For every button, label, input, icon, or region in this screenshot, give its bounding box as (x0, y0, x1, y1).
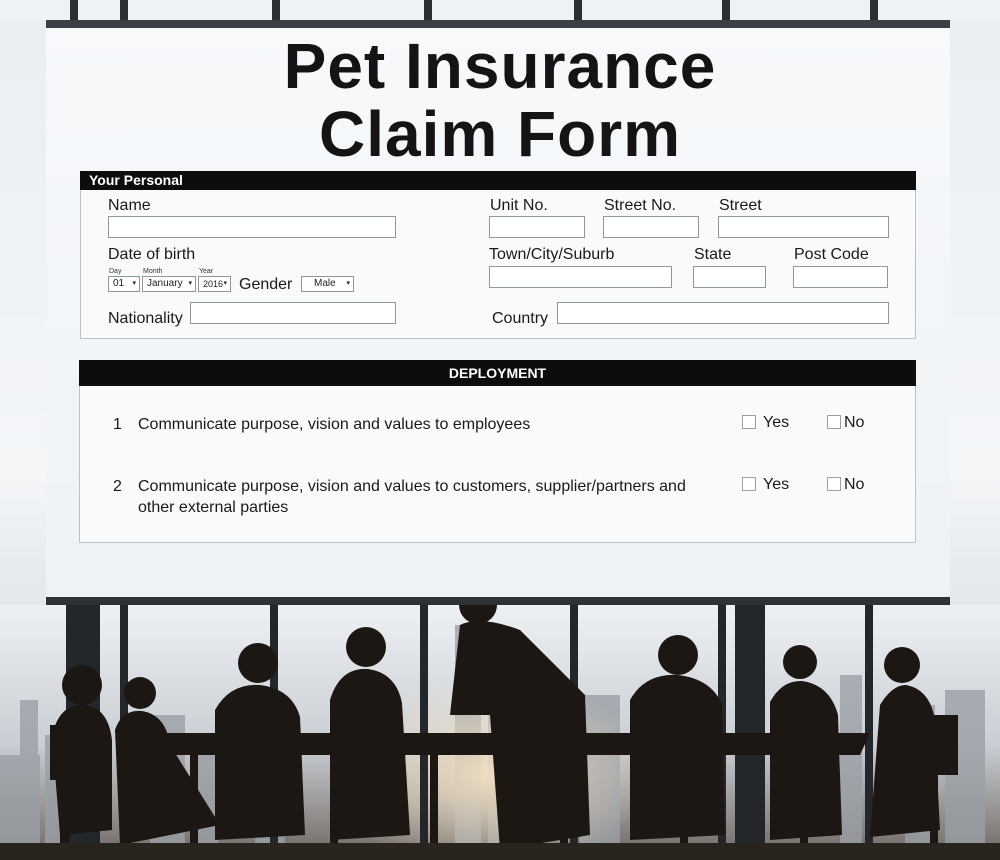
year-value: 2016 (203, 279, 224, 289)
street-field[interactable] (718, 216, 889, 238)
no-checkbox[interactable] (827, 477, 841, 491)
country-label: Country (492, 310, 549, 327)
meeting-silhouette-image (0, 605, 1000, 860)
personal-section-header: Your Personal (80, 171, 916, 190)
deployment-header: DEPLOYMENT (79, 360, 916, 386)
day-label: Day (109, 268, 122, 275)
question-text: Communicate purpose, vision and values to employees (138, 416, 531, 433)
street-no-label: Street No. (604, 197, 677, 214)
window-mullion (424, 0, 432, 20)
name-label: Name (108, 197, 151, 214)
name-field[interactable] (108, 216, 396, 238)
nationality-label: Nationality (108, 310, 183, 327)
street-label: Street (719, 197, 762, 214)
chevron-down-icon: ▾ (346, 280, 350, 287)
chevron-down-icon: ▾ (223, 280, 227, 287)
yes-checkbox[interactable] (742, 415, 756, 429)
form-title-line2: Claim Form (318, 98, 682, 170)
state-label: State (694, 246, 732, 263)
question-number: 1 (113, 416, 122, 433)
question-number: 2 (113, 478, 122, 495)
form-title-line1: Pet Insurance (283, 30, 717, 102)
unit-no-field[interactable] (489, 216, 585, 238)
dob-label: Date of birth (108, 246, 196, 263)
window-mullion (574, 0, 582, 20)
country-field[interactable] (557, 302, 889, 324)
gender-value: Male (314, 278, 336, 289)
chevron-down-icon: ▾ (132, 280, 136, 287)
year-label: Year (199, 268, 214, 275)
window-mullion (722, 0, 730, 20)
unit-no-label: Unit No. (490, 197, 548, 214)
month-select[interactable] (142, 276, 196, 292)
month-label: Month (143, 268, 163, 275)
day-value: 01 (113, 278, 125, 289)
no-checkbox[interactable] (827, 415, 841, 429)
postcode-label: Post Code (794, 246, 869, 263)
no-label: No (844, 476, 865, 493)
window-mullion (70, 0, 78, 20)
street-no-field[interactable] (603, 216, 699, 238)
window-mullion (870, 0, 878, 20)
state-field[interactable] (693, 266, 766, 288)
window-top-strip (0, 0, 1000, 20)
nationality-field[interactable] (190, 302, 396, 324)
month-value: January (147, 278, 183, 289)
postcode-field[interactable] (793, 266, 888, 288)
gender-select[interactable] (301, 276, 354, 292)
yes-label: Yes (763, 476, 790, 493)
whiteboard-ledge (46, 597, 950, 605)
chevron-down-icon: ▾ (188, 280, 192, 287)
no-label: No (844, 414, 865, 431)
question-text: Communicate purpose, vision and values to customers, supplier/partners and other external parties (138, 478, 686, 516)
day-select[interactable] (108, 276, 140, 292)
year-select[interactable] (198, 276, 231, 292)
town-label: Town/City/Suburb (489, 246, 615, 263)
town-field[interactable] (489, 266, 672, 288)
gender-label: Gender (239, 276, 293, 293)
yes-label: Yes (763, 414, 790, 431)
yes-checkbox[interactable] (742, 477, 756, 491)
window-mullion (120, 0, 128, 20)
window-mullion (272, 0, 280, 20)
